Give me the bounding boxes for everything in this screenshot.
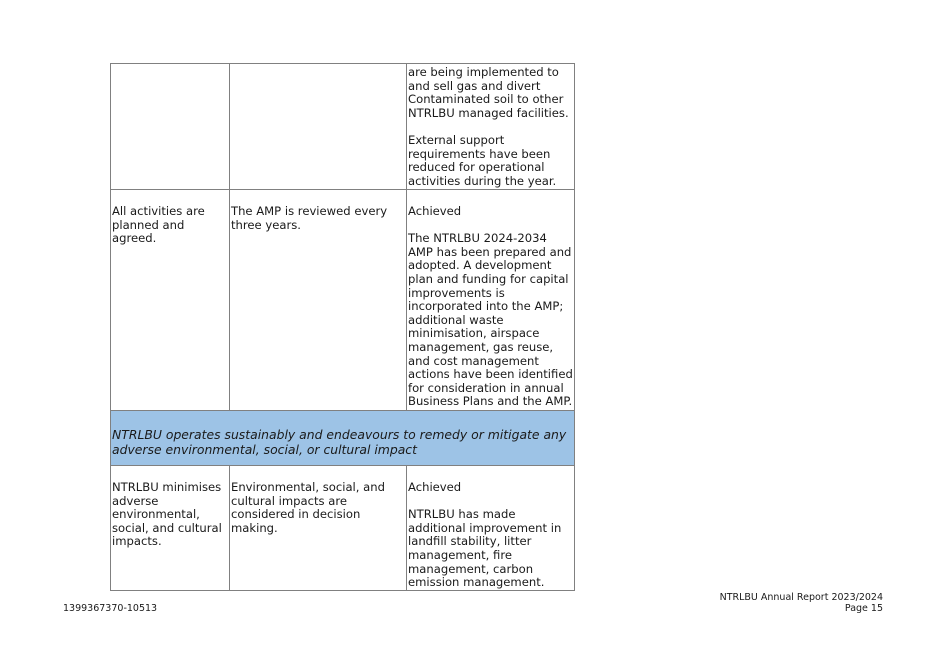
target-cell xyxy=(230,190,407,411)
section-heading-row xyxy=(111,411,575,466)
result-cell xyxy=(407,190,575,411)
page-number: Page 15 xyxy=(844,603,883,614)
result-status: Achieved xyxy=(408,480,462,494)
result-text: NTRLBU has made additional improvement in landfill stability, litter management, fire management, carbon emission management. xyxy=(408,507,562,590)
measure-text: All activities are planned and agreed. xyxy=(112,204,205,246)
result-status: Achieved xyxy=(408,204,462,218)
measure-cell xyxy=(111,190,230,411)
table-row xyxy=(111,466,575,591)
section-heading: NTRLBU operates sustainably and endeavours to remedy or mitigate any adverse environmental, social, or cultural impact xyxy=(111,411,575,466)
result-cell xyxy=(407,64,575,190)
measure-text: NTRLBU minimises adverse environmental, social, and cultural impacts. xyxy=(112,480,222,549)
result-text: External support requirements have been reduced for operational activities during the year. xyxy=(408,132,557,188)
table-row xyxy=(111,64,575,190)
measure-cell xyxy=(111,64,230,190)
measure-cell xyxy=(111,466,230,591)
target-cell xyxy=(230,64,407,190)
page-footer xyxy=(720,592,883,614)
performance-table xyxy=(110,63,575,591)
table-row xyxy=(111,190,575,411)
result-text: are being implemented to and sell gas and divert Contaminated soil to other NTRLBU managed facilities. xyxy=(408,65,569,120)
document-id: 1399367370-10513 xyxy=(63,603,158,614)
target-text: Environmental, social, and cultural impacts are considered in decision making. xyxy=(231,480,385,535)
report-title: NTRLBU Annual Report 2023/2024 xyxy=(719,592,883,603)
target-text: The AMP is reviewed every three years. xyxy=(231,204,388,232)
target-cell xyxy=(230,466,407,591)
result-cell xyxy=(407,466,575,591)
result-text: The NTRLBU 2024-2034 AMP has been prepared and adopted. A development plan and funding for capital improvements is incorporated into the AMP; additional waste minimisation, airspace management, gas reuse, and cost management actions have been identified for consideration in annual Business Plans and the AMP. xyxy=(408,231,573,409)
